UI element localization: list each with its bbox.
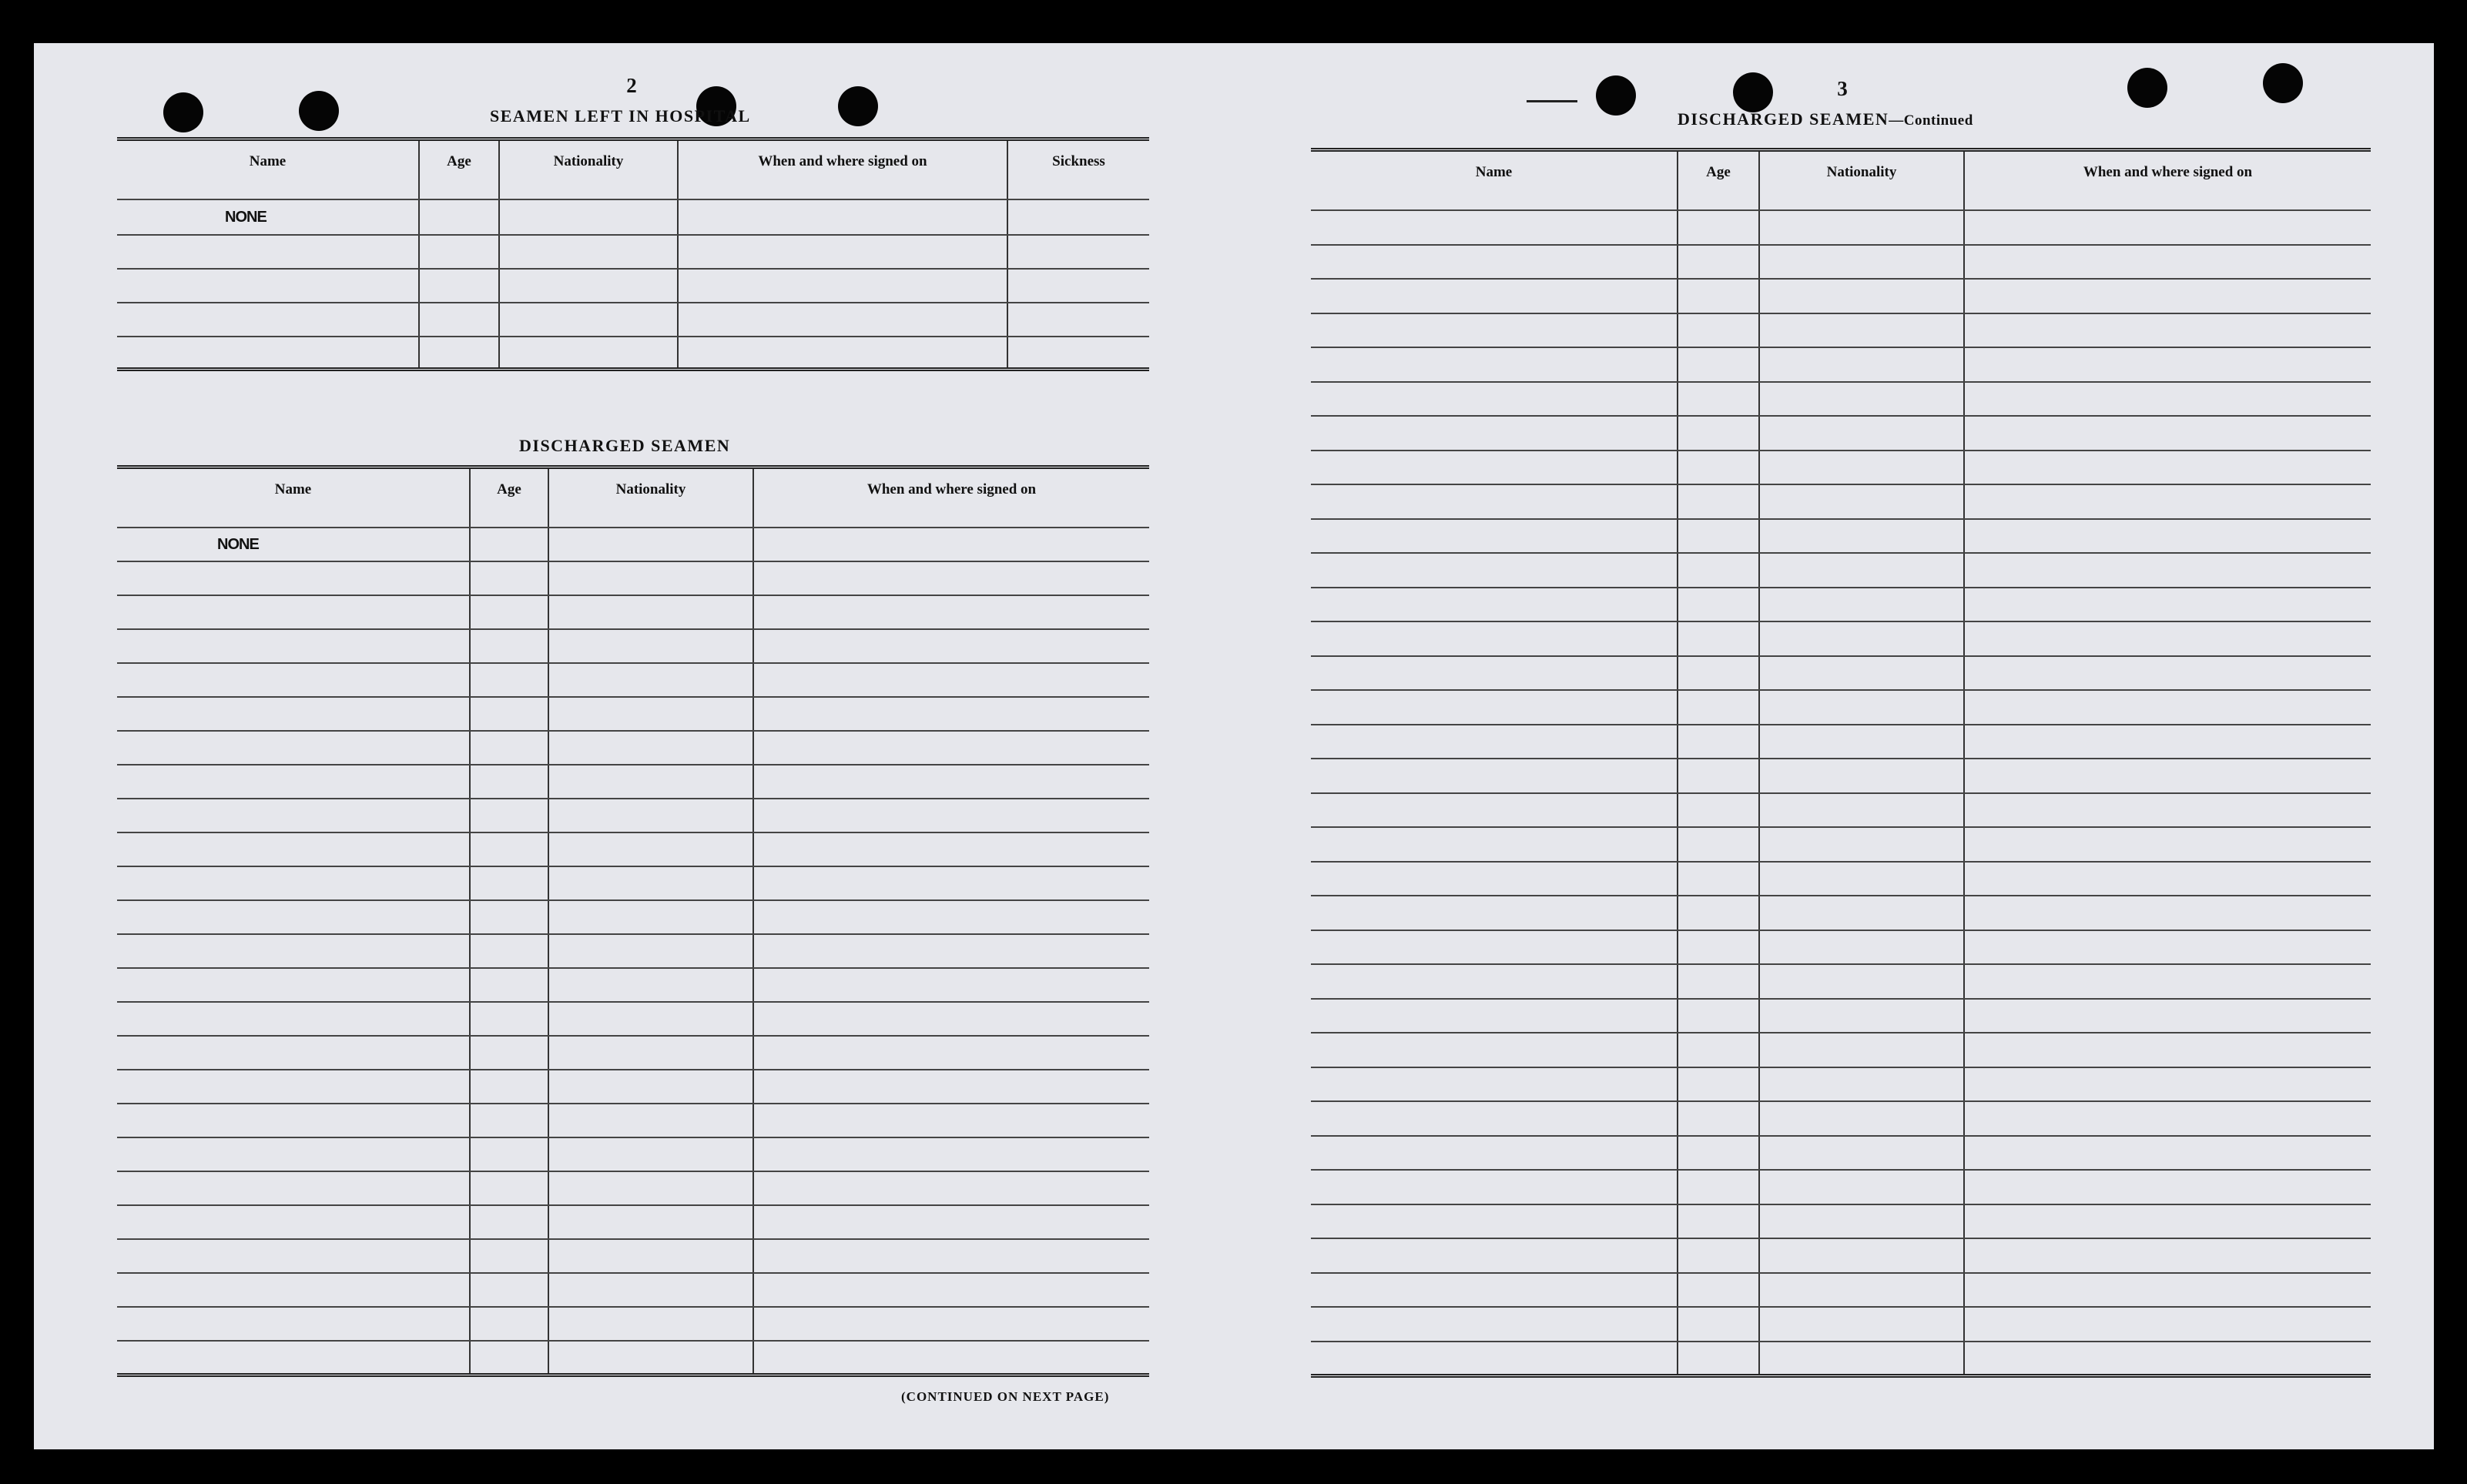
table-row [1311, 1170, 2371, 1204]
page-number-left: 2 [626, 74, 637, 97]
table-row [1311, 827, 2371, 862]
punch-hole [2263, 63, 2303, 103]
table-header-row [1311, 150, 2371, 211]
table-row [117, 731, 1149, 765]
table-row [117, 199, 1149, 235]
table-row [117, 337, 1149, 369]
table-row [1311, 621, 2371, 656]
table-row [1311, 964, 2371, 999]
table-row [117, 235, 1149, 269]
table-row [117, 1036, 1149, 1070]
column-header-sickness: Sickness [1007, 139, 1149, 200]
table-row [1311, 793, 2371, 828]
column-header-age: Age [419, 139, 499, 200]
table-row [1311, 588, 2371, 622]
none-entry: NONE [117, 528, 470, 561]
table-row [1311, 1101, 2371, 1136]
table-row [117, 303, 1149, 337]
column-header-signed-on: When and where signed on [1964, 150, 2371, 211]
table-row [117, 1341, 1149, 1375]
table-row [117, 1002, 1149, 1036]
column-header-nationality: Nationality [548, 467, 753, 528]
table-row [117, 561, 1149, 595]
table-row [1311, 484, 2371, 519]
column-header-name: Name [117, 139, 419, 200]
table-row [117, 1104, 1149, 1137]
table-header-row [117, 467, 1149, 528]
table-row [117, 1171, 1149, 1205]
table-row [117, 900, 1149, 934]
table-row [1311, 999, 2371, 1033]
column-header-nationality: Nationality [1759, 150, 1964, 211]
table-row [1311, 1204, 2371, 1239]
column-header-name: Name [1311, 150, 1678, 211]
column-header-signed-on: When and where signed on [753, 467, 1149, 528]
table-row [1311, 210, 2371, 245]
table-row [117, 799, 1149, 832]
table-row [117, 1239, 1149, 1273]
table-row [117, 697, 1149, 731]
table-row [1311, 1033, 2371, 1067]
table-row [117, 765, 1149, 799]
table-row [117, 595, 1149, 629]
discharged-continued-title [1678, 109, 1973, 129]
table-row [1311, 1067, 2371, 1102]
table-row [117, 968, 1149, 1002]
table-row [1311, 690, 2371, 725]
table-row [117, 663, 1149, 697]
column-header-nationality: Nationality [499, 139, 678, 200]
table-row [1311, 347, 2371, 382]
table-row [1311, 862, 2371, 896]
table-row [1311, 1136, 2371, 1171]
punch-hole [2127, 68, 2167, 108]
none-entry: NONE [117, 199, 419, 235]
discharged-section-title: DISCHARGED SEAMEN [519, 436, 731, 455]
continued-note: (CONTINUED ON NEXT PAGE) [901, 1389, 1110, 1404]
column-header-age: Age [470, 467, 548, 528]
punch-hole [299, 91, 339, 131]
hospital-table [117, 137, 1149, 371]
discharged-continued-rows [1311, 210, 2371, 1375]
table-row [1311, 451, 2371, 485]
table-header-row [117, 139, 1149, 200]
table-row [117, 629, 1149, 663]
table-row [117, 832, 1149, 866]
hospital-section-title: SEAMEN LEFT IN HOSPITAL [490, 106, 751, 126]
page-number-right: 3 [1837, 77, 1848, 100]
table-row [1311, 245, 2371, 280]
discharged-continued-title-suffix: —Continued [1889, 112, 1973, 129]
table-row [117, 1070, 1149, 1104]
table-row [117, 934, 1149, 968]
column-header-name: Name [117, 467, 470, 528]
table-row [117, 1137, 1149, 1171]
table-row [1311, 759, 2371, 793]
ink-mark [1527, 100, 1577, 102]
table-row [1311, 1273, 2371, 1308]
punch-hole [838, 86, 878, 126]
discharged-table [117, 465, 1149, 1377]
discharged-continued-title-main: DISCHARGED SEAMEN [1678, 109, 1889, 129]
column-header-signed-on: When and where signed on [678, 139, 1007, 200]
punch-hole [1733, 72, 1773, 112]
table-row [117, 1307, 1149, 1341]
table-row [1311, 279, 2371, 313]
table-row [1311, 1307, 2371, 1342]
table-row [1311, 313, 2371, 348]
table-row [1311, 725, 2371, 759]
table-row [1311, 896, 2371, 930]
table-row [117, 528, 1149, 561]
table-row [117, 269, 1149, 303]
table-row [1311, 930, 2371, 965]
table-row [117, 1273, 1149, 1307]
punch-hole [163, 92, 203, 132]
table-row [1311, 553, 2371, 588]
table-row [1311, 382, 2371, 417]
table-row [117, 1205, 1149, 1239]
table-row [1311, 1238, 2371, 1273]
discharged-rows [117, 528, 1149, 1375]
table-row [117, 866, 1149, 900]
punch-hole [1596, 75, 1636, 116]
table-row [1311, 656, 2371, 691]
table-row [1311, 416, 2371, 451]
table-row [1311, 1342, 2371, 1376]
column-header-age: Age [1678, 150, 1759, 211]
table-row [1311, 519, 2371, 554]
discharged-continued-table [1311, 148, 2371, 1378]
